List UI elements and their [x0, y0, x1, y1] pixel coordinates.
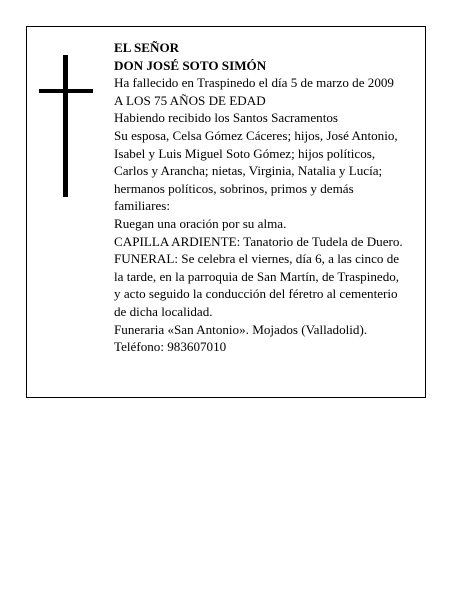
funeral-line-3: y acto seguido la conducción del féretro al cementerio: [114, 286, 398, 302]
family-line-1: Su esposa, Celsa Gómez Cáceres; hijos, José Antonio,: [114, 127, 398, 143]
phone-line: Teléfono: 983607010: [114, 339, 227, 355]
funeral-home-line: Funeraria «San Antonio». Mojados (Valladolid).: [114, 321, 368, 337]
funeral-line-4: de dicha localidad.: [114, 303, 213, 319]
cross-icon: [39, 55, 93, 197]
age-line: A LOS 75 AÑOS DE EDAD: [114, 92, 266, 108]
title-line-1: EL SEÑOR: [114, 40, 180, 55]
family-line-5: familiares:: [114, 198, 170, 214]
family-line-3: Carlos y Arancha; nietas, Virginia, Natalia y Lucía;: [114, 163, 383, 179]
family-line-4: hermanos políticos, sobrinos, primos y demás: [114, 180, 354, 196]
cross-horizontal-bar: [39, 89, 93, 93]
notice-text: [114, 39, 422, 356]
funeral-line-1: FUNERAL: Se celebra el viernes, día 6, a las cinco de: [114, 251, 400, 267]
cross-vertical-bar: [63, 55, 68, 197]
chapel-line: CAPILLA ARDIENTE: Tanatorio de Tudela de Duero.: [114, 233, 403, 249]
death-date-line: Ha fallecido en Traspinedo el día 5 de marzo de 2009: [114, 75, 394, 91]
sacraments-line: Habiendo recibido los Santos Sacramentos: [114, 110, 339, 126]
obituary-notice: [26, 26, 426, 398]
prayer-request: Ruegan una oración por su alma.: [114, 215, 287, 231]
family-line-2: Isabel y Luis Miguel Soto Gómez; hijos políticos,: [114, 145, 376, 161]
deceased-name: DON JOSÉ SOTO SIMÓN: [114, 57, 267, 73]
funeral-line-2: la tarde, en la parroquia de San Martín, de Traspinedo,: [114, 268, 400, 284]
